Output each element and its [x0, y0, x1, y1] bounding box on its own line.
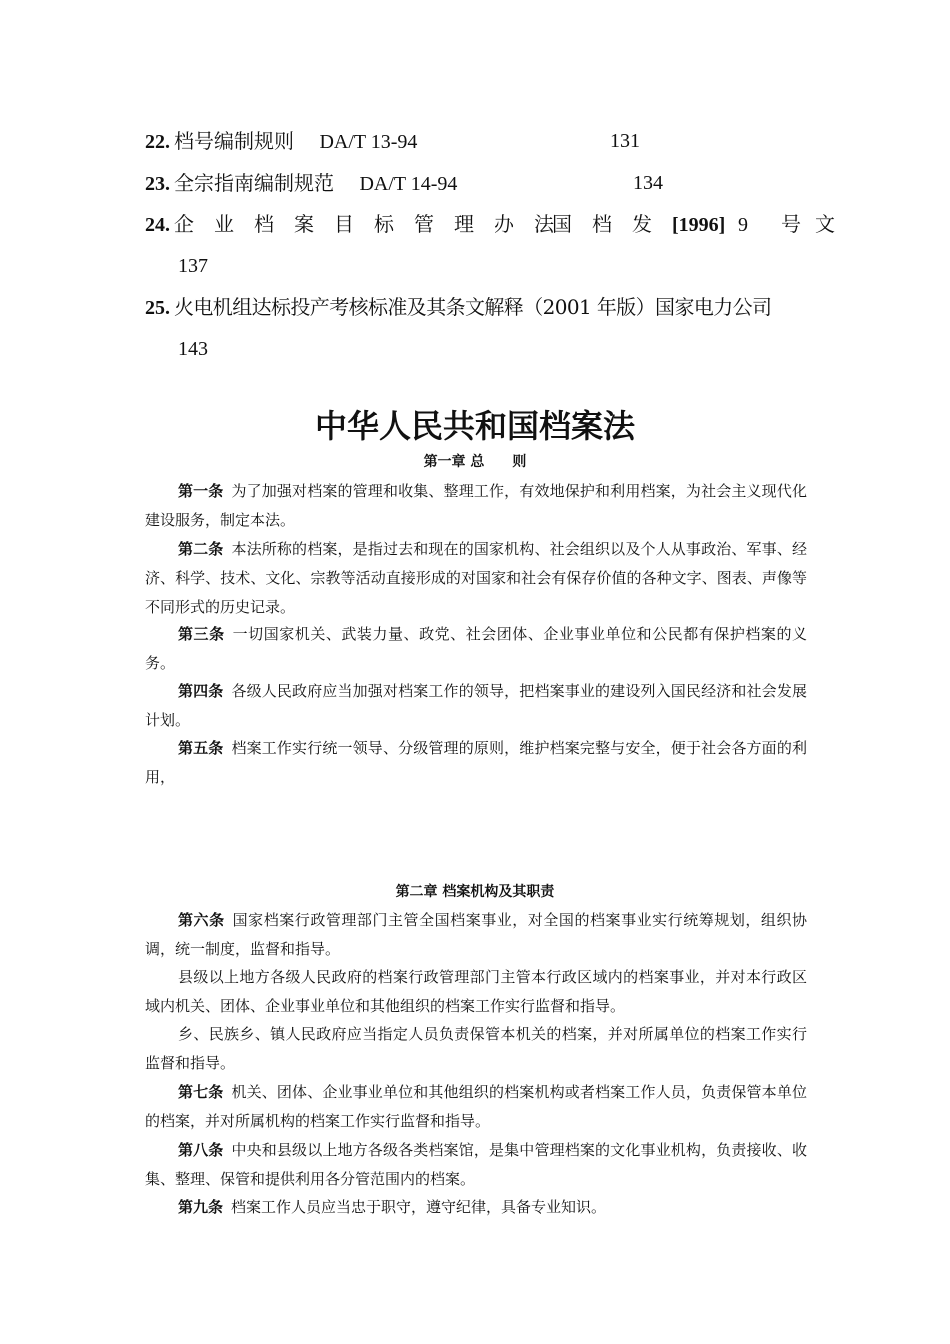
article-5 — [145, 734, 807, 792]
article-label: 第一条 — [178, 482, 224, 500]
article-text: 档案工作人员应当忠于职守，遵守纪律，具备专业知识。 — [231, 1198, 607, 1216]
document-title: 中华人民共和国档案法 — [314, 407, 635, 445]
toc-entry-code-prefix: 国档发 — [552, 212, 672, 236]
toc-entry-24 — [145, 212, 574, 237]
toc-entry-number: 24. — [145, 214, 170, 236]
article-text: 机关、团体、企业事业单位和其他组织的档案机构或者档案工作人员，负责保管本单位的档案，并对所属机构的档案工作实行监督和指导。 — [145, 1083, 807, 1130]
article-text: 本法所称的档案，是指过去和现在的国家机构、社会组织以及个人从事政治、军事、经济、科学、技术、文化、宗教等活动直接形成的对国家和社会有保存价值的各种文字、图表、声像等不同形式的历史记录。 — [145, 540, 807, 616]
toc-entry-code-suffix: 9 号文 — [738, 214, 850, 236]
chapter-heading: 第二章 档案机构及其职责 — [395, 884, 555, 900]
toc-entry-title: 全宗指南编制规范 — [174, 171, 334, 195]
toc-entry-title: 档号编制规则 — [174, 129, 294, 153]
article-label: 第七条 — [178, 1083, 224, 1101]
article-label: 第四条 — [178, 682, 224, 700]
toc-entry-page: 131 — [610, 130, 640, 152]
toc-entry-code: DA/T 14-94 — [359, 173, 458, 195]
article-label: 第八条 — [178, 1141, 224, 1159]
toc-entry-title: 火电机组达标投产考核标准及其条文解释（2001 年版）国家电力公司 — [174, 295, 772, 319]
toc-entry-25 — [145, 295, 771, 320]
article-label: 第三条 — [178, 625, 225, 643]
toc-entry-code: DA/T 13-94 — [319, 131, 418, 153]
article-label: 第五条 — [178, 739, 224, 757]
article-4 — [145, 677, 807, 735]
toc-entry-page: 134 — [633, 172, 663, 194]
toc-entry-number: 23. — [145, 173, 170, 195]
toc-entry-24-code — [552, 212, 849, 237]
toc-entry-page: 137 — [178, 255, 208, 277]
article-6-paragraph-2 — [145, 963, 807, 1021]
toc-entry-code-year: [1996] — [672, 214, 726, 236]
toc-entry-number: 25. — [145, 297, 170, 319]
article-text: 一切国家机关、武装力量、政党、社会团体、企业事业单位和公民都有保护档案的义务。 — [145, 625, 807, 672]
toc-entry-22 — [145, 129, 417, 154]
toc-entry-page: 143 — [178, 338, 208, 360]
article-label: 第六条 — [178, 911, 225, 929]
article-text: 各级人民政府应当加强对档案工作的领导，把档案事业的建设列入国民经济和社会发展计划。 — [145, 682, 807, 729]
article-6 — [145, 906, 807, 964]
toc-entry-number: 22. — [145, 131, 170, 153]
article-6-paragraph-3 — [145, 1020, 807, 1078]
article-7 — [145, 1078, 807, 1136]
article-text: 档案工作实行统一领导、分级管理的原则，维护档案完整与安全，便于社会各方面的利用， — [145, 739, 807, 786]
article-3 — [145, 620, 807, 678]
article-2 — [145, 535, 807, 622]
chapter-heading: 第一章 总 则 — [423, 454, 527, 470]
article-text: 县级以上地方各级人民政府的档案行政管理部门主管本行政区域内的档案事业，并对本行政区域内机关、团体、企业事业单位和其他组织的档案工作实行监督和指导。 — [145, 968, 807, 1015]
article-8 — [145, 1136, 807, 1194]
article-text: 为了加强对档案的管理和收集、整理工作，有效地保护和利用档案，为社会主义现代化建设服务，制定本法。 — [145, 482, 807, 529]
article-1 — [145, 477, 807, 535]
article-label: 第二条 — [178, 540, 224, 558]
toc-entry-23 — [145, 171, 457, 196]
article-text: 国家档案行政管理部门主管全国档案事业，对全国的档案事业实行统筹规划，组织协调，统一制度，监督和指导。 — [145, 911, 807, 958]
article-9 — [145, 1193, 807, 1222]
toc-entry-title: 企业档案目标管理办法 — [174, 212, 574, 236]
article-text: 乡、民族乡、镇人民政府应当指定人员负责保管本机关的档案，并对所属单位的档案工作实行监督和指导。 — [145, 1025, 807, 1072]
article-label: 第九条 — [178, 1198, 224, 1216]
article-text: 中央和县级以上地方各级各类档案馆，是集中管理档案的文化事业机构，负责接收、收集、整理、保管和提供利用各分管范围内的档案。 — [145, 1141, 807, 1188]
